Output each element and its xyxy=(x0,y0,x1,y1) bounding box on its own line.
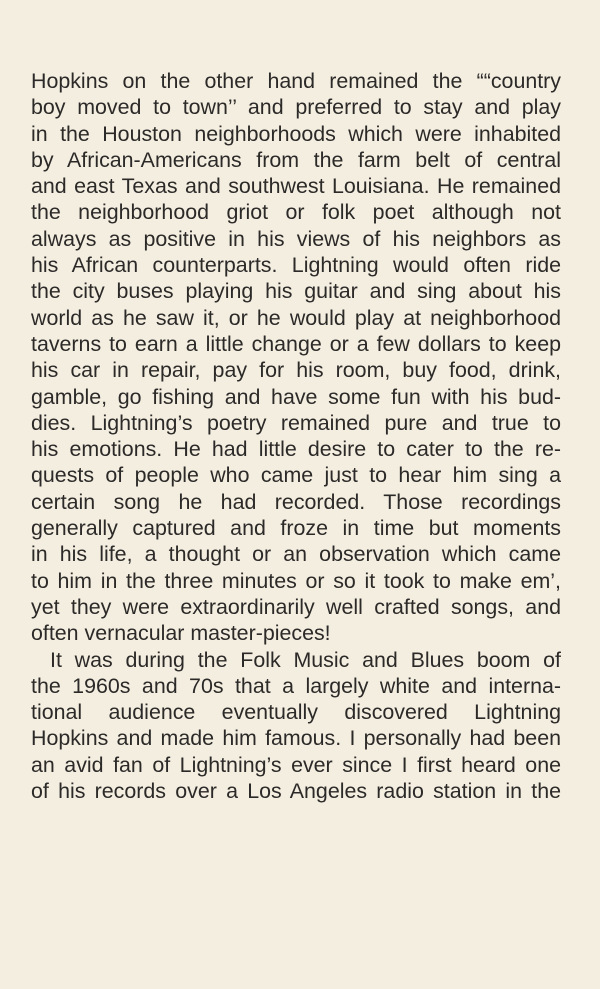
text-line: gamble, go fishing and have some fun with his bud- xyxy=(31,384,561,409)
text-line: often vernacular master-pieces! xyxy=(31,621,331,646)
text-line: the 1960s and 70s that a largely white and interna- xyxy=(31,673,561,698)
text-line: his African counterparts. Lightning would often ride xyxy=(31,253,561,278)
text-line: the neighborhood griot or folk poet although not xyxy=(31,200,561,225)
text-line: in his life, a thought or an observation which came xyxy=(31,542,561,567)
text-line: world as he saw it, or he would play at neighborhood xyxy=(31,305,561,330)
body-text xyxy=(31,68,561,804)
text-line: and east Texas and southwest Louisiana. He remained xyxy=(31,174,561,199)
text-line: boy moved to town’’ and preferred to stay and play xyxy=(31,95,561,120)
text-line: Hopkins and made him famous. I personally had been xyxy=(31,726,561,751)
text-line: his emotions. He had little desire to cater to the re- xyxy=(31,437,561,462)
text-line: dies. Lightning’s poetry remained pure and true to xyxy=(31,410,561,435)
paragraph xyxy=(31,68,561,647)
text-line: in the Houston neighborhoods which were inhabited xyxy=(31,121,561,146)
text-line: by African-Americans from the farm belt of central xyxy=(31,147,561,172)
text-line: of his records over a Los Angeles radio station in the xyxy=(31,779,561,804)
text-line: the city buses playing his guitar and sing about his xyxy=(31,279,561,304)
text-line: certain song he had recorded. Those recordings xyxy=(31,489,561,514)
text-line: It was during the Folk Music and Blues boom of xyxy=(50,647,561,672)
text-line: an avid fan of Lightning’s ever since I first heard one xyxy=(31,752,561,777)
text-line: Hopkins on the other hand remained the ““country xyxy=(31,69,561,93)
text-line: taverns to earn a little change or a few dollars to keep xyxy=(31,331,561,356)
text-line: yet they were extraordinarily well crafted songs, and xyxy=(31,594,561,619)
text-line: to him in the three minutes or so it took to make em’, xyxy=(31,568,561,593)
text-line: tional audience eventually discovered Lightning xyxy=(31,700,561,725)
text-line: always as positive in his views of his neighbors as xyxy=(31,226,561,251)
text-line: generally captured and froze in time but moments xyxy=(31,516,561,541)
text-line: quests of people who came just to hear him sing a xyxy=(31,463,561,488)
text-line: his car in repair, pay for his room, buy food, drink, xyxy=(31,358,561,383)
paragraph xyxy=(31,647,561,805)
